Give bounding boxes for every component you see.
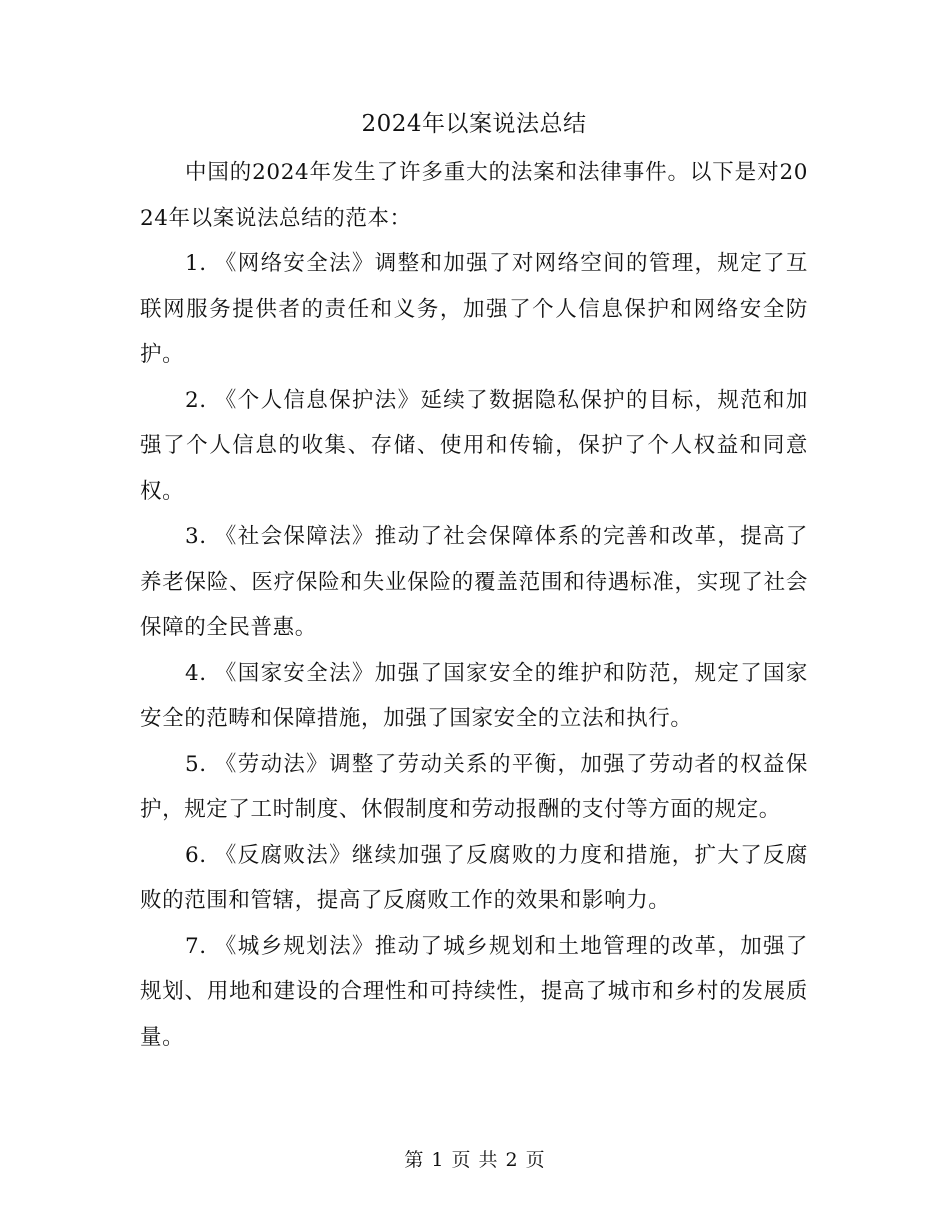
document-page	[140, 102, 808, 1060]
intro-paragraph: 中国的2024年发生了许多重大的法案和法律事件。以下是对2024年以案说法总结的范本：	[140, 160, 808, 231]
law-item-2: 2. 《个人信息保护法》延续了数据隐私保护的目标，规范和加强了个人信息的收集、存储、使用和传输，保护了个人权益和同意权。	[140, 387, 808, 504]
document-title: 2024年以案说法总结	[361, 111, 587, 137]
law-item-6: 6. 《反腐败法》继续加强了反腐败的力度和措施，扩大了反腐败的范围和管辖，提高了反腐败工作的效果和影响力。	[140, 842, 808, 913]
law-item-4: 4. 《国家安全法》加强了国家安全的维护和防范，规定了国家安全的范畴和保障措施，加强了国家安全的立法和执行。	[140, 660, 808, 731]
law-item-1: 1. 《网络安全法》调整和加强了对网络空间的管理，规定了互联网服务提供者的责任和义务，加强了个人信息保护和网络安全防护。	[140, 251, 808, 367]
law-item-5: 5. 《劳动法》调整了劳动关系的平衡，加强了劳动者的权益保护，规定了工时制度、休假制度和劳动报酬的支付等方面的规定。	[140, 751, 808, 822]
law-item-7: 7. 《城乡规划法》推动了城乡规划和土地管理的改革，加强了规划、用地和建设的合理性和可持续性，提高了城市和乡村的发展质量。	[140, 933, 808, 1050]
law-item-3: 3. 《社会保障法》推动了社会保障体系的完善和改革，提高了养老保险、医疗保险和失业保险的覆盖范围和待遇标准，实现了社会保障的全民普惠。	[140, 524, 808, 640]
page-number-footer: 第 1 页 共 2 页	[404, 1149, 546, 1171]
